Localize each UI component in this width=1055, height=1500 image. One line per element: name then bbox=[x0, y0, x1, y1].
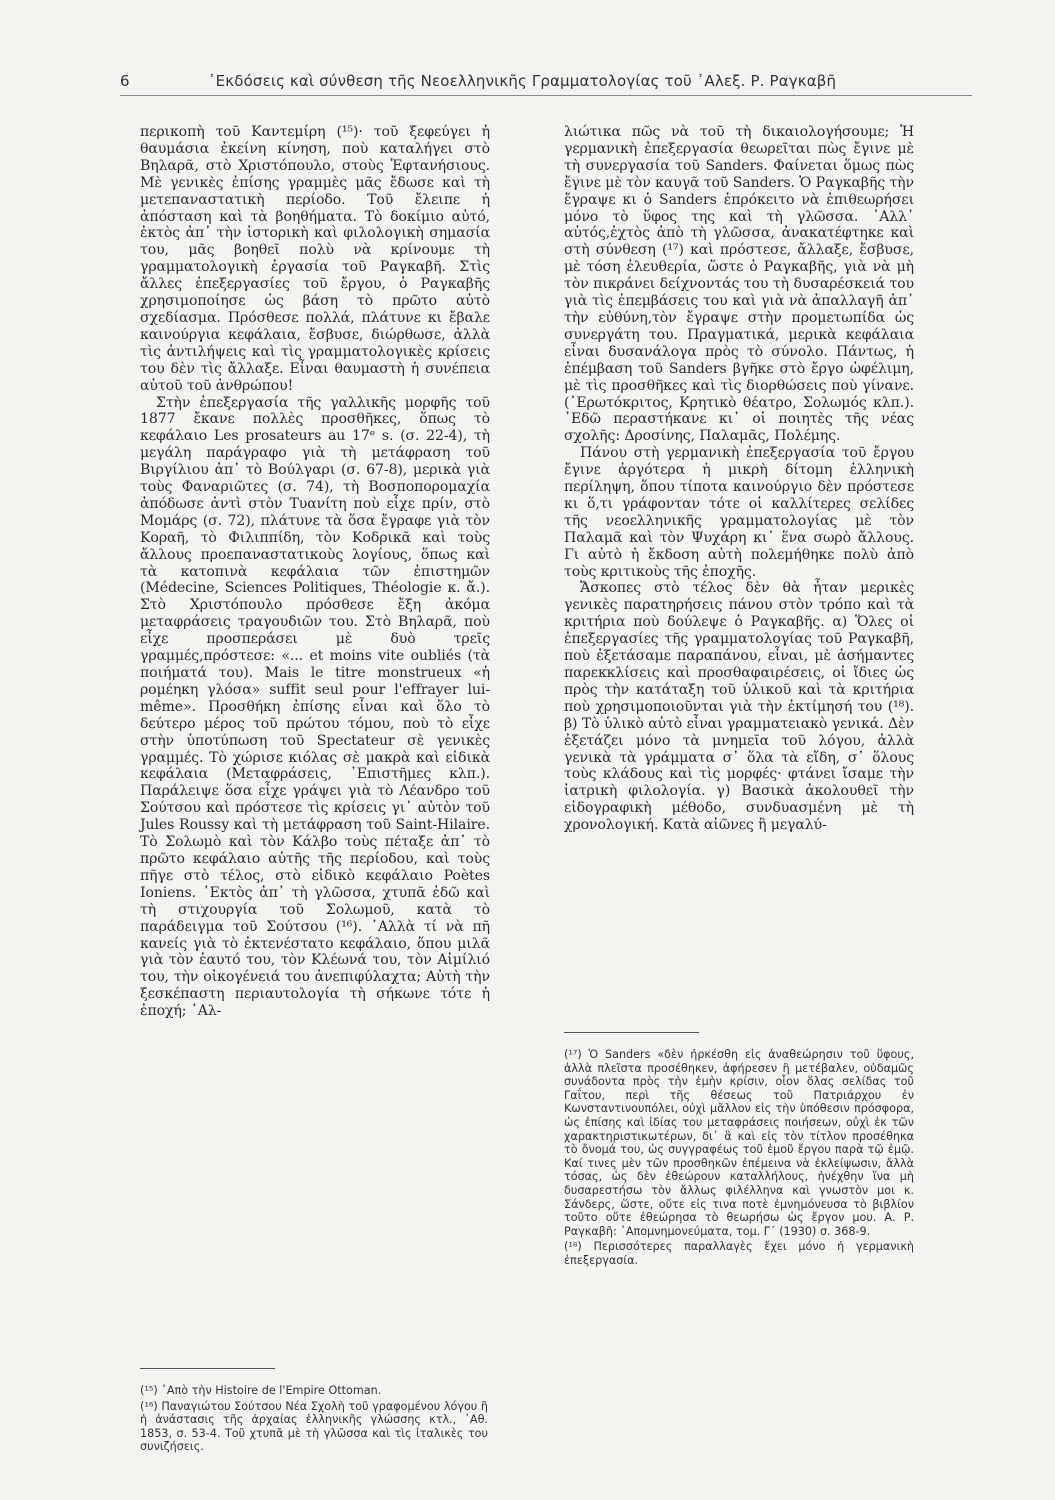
paragraph: Ἄσκοπες στὸ τέλος δὲν θὰ ἦταν μερικὲς γενικὲς παρατηρήσεις πάνου στὸν τρόπο καὶ τὰ κριτήρια ποὺ δούλεψε ὁ Ραγκαβῆς. α) Ὅλες οἱ ἐπεξεργασίες τῆς γραμματολογίας τοῦ Ραγκαβῆ, ποὺ ἐξετάσαμε παραπάνου, εἶναι, μὲ ἀσήμαντες παρεκκλίσεις καὶ προσθαφαιρέσεις, οἱ ἴδιες ὡς πρὸς τὴν κατάταξη τοῦ ὑλικοῦ καὶ τὰ κριτήρια ποὺ χρησιμοποιοῦνται γιὰ τὴν ἐκτίμησή του (¹⁸). β) Τὸ ὑλικὸ αὐτὸ εἶναι γραμματειακὸ γενικά. Δὲν ἐξετάζει μόνο τὰ μνημεῖα τοῦ λόγου, ἀλλὰ γενικὰ τὰ γράμματα σ᾿ ὅλα τὰ εἴδη, σ᾿ ὅλους τοὺς κλάδους καὶ τὶς μορφές· φτάνει ἴσαμε τὴν ἰατρικὴ φιλολογία. γ) Βασικὰ ἀκολουθεῖ τὴν εἰδογραφικὴ μέθοδο, συνδυασμένη μὲ τὴ χρονολογική. Κατὰ αἰῶνες ἢ μεγαλύ- bbox=[564, 580, 914, 834]
right-column bbox=[564, 124, 914, 834]
footnote-rule bbox=[564, 1032, 699, 1033]
paragraph: περικοπὴ τοῦ Καντεμίρη (¹⁵)· τοῦ ξεφεύγει ἡ θαυμάσια ἐκείνη κίνηση, ποὺ καταλήγει στὸ Βηλαρᾶ, στὸ Χριστόπουλο, στοὺς Ἑφτανήσιους. Μὲ γενικὲς ἐπίσης γραμμὲς μᾶς ἔδωσε καὶ τὴ μετεπαναστατικὴ περίοδο. Τοῦ ἔλειπε ἡ ἀπόσταση καὶ τὰ βοηθήματα. Τὸ δοκίμιο αὐτό, ἐκτὸς ἀπ᾿ τὴν ἱστορικὴ καὶ φιλολογικὴ σημασία του, μᾶς βοηθεῖ πολὺ νὰ κρίνουμε τὴ γραμματολογικὴ ἐργασία τοῦ Ραγκαβῆ. Στὶς ἄλλες ἐπεξεργασίες τοῦ ἔργου, ὁ Ραγκαβῆς χρησιμοποίησε ὡς βάση τὸ πρῶτο αὐτὸ σχεδίασμα. Πρόσθεσε πολλά, πλάτυνε κι ἔβαλε καινούργια κεφάλαια, ἔσβυσε, διώρθωσε, ἀλλὰ τὶς ἀντιλήψεις καὶ τὶς γραμματολογικὲς κρίσεις του δὲν τὶς ἄλλαξε. Εἶναι θαυμαστὴ ἡ συνέπεια αὐτοῦ τοῦ ἀνθρώπου! bbox=[140, 124, 490, 394]
footnote-16: (¹⁶) Παναγιώτου Σούτσου Νέα Σχολὴ τοῦ γραφομένου λόγου ἢ ἡ ἀνάστασις τῆς ἀρχαίας ἑλληνικῆς γλώσσης κτλ., ᾿Αθ. 1853, σ. 53-4. Τοῦ χτυπᾶ μὲ τὴ γλῶσσα καὶ τὶς ἰταλικὲς του συνιζήσεις. bbox=[140, 1399, 488, 1454]
footnote-15: (¹⁵) ᾿Απὸ τὴν Histoire de l'Empire Ottoman. bbox=[140, 1384, 382, 1397]
running-header bbox=[120, 72, 972, 94]
paragraph: Στὴν ἐπεξεργασία τῆς γαλλικῆς μορφῆς τοῦ 1877 ἔκανε πολλὲς προσθῆκες, ὅπως τὸ κεφάλαιο Les prosateurs au 17ᵉ s. (σ. 22-4), τὴ μεγάλη παράγραφο γιὰ τὴ μετάφραση τοῦ Βιργίλιου ἀπ᾿ τὸ Βούλγαρι (σ. 67-8), μερικὰ γιὰ τοὺς Φαναριῶτες (σ. 74), τὴ Βοσποπορομαχία ἀπόδωσε ἀντὶ στὸν Τυανίτη ποὺ εἶχε πρίν, στὸ Μομάρς (σ. 72), πλάτυνε τὰ ὅσα ἔγραφε γιὰ τὸν Κοραῆ, τὸ Φιλιππίδη, τὸν Κοδρικᾶ καὶ τοὺς ἄλλους προεπαναστατικοὺς λογίους, ὅπως καὶ τὰ κατοπινὰ κεφάλαια τῶν ἐπιστημῶν (Médecine, Sciences Politiques, Théologie κ. ἄ.). Στὸ Χριστόπουλο πρόσθεσε ἔξη ἀκόμα μεταφράσεις τραγουδιῶν του. Στὸ Βηλαρᾶ, ποὺ εἶχε προσπεράσει μὲ δυὸ τρεῖς γραμμές,πρόστεσε: «... et moins vite oubliés (τὰ ποιήματά του). Mais le titre monstrueux «ἡ ρομέηκη γλόσα» suffit seul pour l'effrayer lui-même». Προσθήκη ἐπίσης εἶναι καὶ ὅλο τὸ δεύτερο μέρος τοῦ πρώτου τόμου, ποὺ τὸ εἶχε στὴν ὑποτύπωση τοῦ Spectateur σὲ γενικὲς γραμμές. Τὸ χώρισε κιόλας σὲ μακρὰ καὶ εἰδικὰ κεφάλαια (Μεταφράσεις, ᾿Επιστῆμες κλπ.). Παράλειψε ὅσα εἶχε γράψει γιὰ τὸ Λέανδρο τοῦ Σούτσου καὶ πρόστεσε τὶς κρίσεις γι᾿ αὐτὸν τοῦ Jules Roussy καὶ τὴ μετάφραση τοῦ Saint-Hilaire. Τὸ Σολωμὸ καὶ τὸν Κάλβο τοὺς πέταξε ἀπ᾿ τὸ πρῶτο κεφάλαιο αὐτῆς τῆς περίοδου, καὶ τοὺς πῆγε στὸ τέλος, στὸ εἰδικὸ κεφάλαιο Poètes Ioniens. ᾿Εκτὸς ἀπ᾿ τὴ γλῶσσα, χτυπᾶ ἐδῶ καὶ τὴ στιχουργία τοῦ Σολωμοῦ, κατὰ τὸ παράδειγμα τοῦ Σούτσου (¹⁶). ᾿Αλλὰ τί νὰ πῆ κανείς γιὰ τὸ ἐκτενέστατο κεφάλαιο, ὅπου μιλᾶ γιὰ τὸν ἑαυτό του, τὸν Κλέωνά του, τὸν Αἰμίλιό του, τὴν οἰκογένειά του ἀνεπιφύλαχτα; Αὐτὴ τὴν ξεσκέπαστη περιαυτολογία τὴ σήκωνε τότε ἡ ἐποχή; ᾿Αλ- bbox=[140, 394, 490, 1020]
footnote-rule bbox=[140, 1368, 275, 1369]
header-rule bbox=[120, 95, 972, 96]
page-number: 6 bbox=[120, 72, 130, 90]
footnote-17: (¹⁷) Ὁ Sanders «δὲν ἠρκέσθη εἰς ἀναθεώρησιν τοῦ ὕφους, ἀλλὰ πλεῖστα προσέθηκεν, ἀφήρεσεν ἢ μετέβαλεν, οὐδαμῶς συνάδοντα πρὸς τὴν ἐμὴν κρίσιν, οἷον ὅλας σελίδας τοῦ Γαΐτου, περὶ τῆς θέσεως τοῦ Πατριάρχου ἐν Κωνσταντινουπόλει, οὐχὶ μᾶλλον εἰς τὴν ὑπόθεσιν πρόσφορα, ὡς ἐπίσης καὶ ἰδίας του μεταφράσεις ποιήσεων, οὐχὶ ἐκ τῶν χαρακτηριστικωτέρων, δι᾿ ἃ καὶ εἰς τὸν τίτλον προσέθηκα τὸ ὄνομά του, ὡς συγγραφέως τοῦ ἐμοῦ ἔργου παρὰ τῷ ἐμῷ. Καί τινες μὲν τῶν προσθηκῶν ἐπέμεινα νὰ ἐκλείψωσιν, ἄλλὰ τόσας, ὡς δὲν ἐθεώρουν καταλλήλους, ἠνέχθην ἵνα μὴ δυσαρεστήσω τὸν ἄλλως φιλέλληνα καὶ γνωστὸν μοι κ. Σάνδερς, ὥστε, οὔτε εἰς τινα ποτὲ ἐμνημόνευσα τὸ βιβλίον τοῦτο οὔτε ἐθεώρησα τὸ θεωρήσω ὡς ἔργον μου. Α. Ρ. Ραγκαβῆ: ᾿Απομνημονεύματα, τομ. Γ´ (1930) σ. 368-9. bbox=[564, 1048, 914, 1238]
footnotes-left bbox=[140, 1384, 488, 1454]
running-title: ᾿Εκδόσεις καὶ σύνθεση τῆς Νεοελληνικῆς Γραμματολογίας τοῦ ᾿Αλεξ. Ρ. Ραγκαβῆ bbox=[208, 72, 837, 90]
footnotes-right bbox=[564, 1048, 914, 1268]
paragraph: Πάνου στὴ γερμανικὴ ἐπεξεργασία τοῦ ἔργου ἔγινε ἀργότερα ἡ μικρὴ δίτομη ἑλληνικὴ περίληψη, ὅπου τίποτα καινούργιο δὲν πρόστεσε κι ὅ,τι γράφονταν τότε οἱ καλλίτερες σελίδες τῆς νεοελληνικῆς γραμματολογίας μὲ τὸν Παλαμᾶ καὶ τὸν Ψυχάρη κι᾿ ἕνα σωρὸ ἄλλους. Γι αὐτὸ ἡ ἔκδοση αὐτὴ πολεμήθηκε πολὺ ἀπὸ τοὺς κριτικοὺς τῆς ἐποχῆς. bbox=[564, 445, 914, 580]
footnote-18: (¹⁸) Περισσότερες παραλλαγὲς ἔχει μόνο ἡ γερμανικὴ ἐπεξεργασία. bbox=[564, 1240, 914, 1267]
paragraph: λιώτικα πῶς νὰ τοῦ τὴ δικαιολογήσουμε; Ἡ γερμανικὴ ἐπεξεργασία θεωρεῖται πὼς ἔγινε μὲ τὴ συνεργασία τοῦ Sanders. Φαίνεται ὅμως πὼς ἔγινε μὲ τὸν καυγᾶ τοῦ Sanders. Ὁ Ραγκαβῆς τὴν ἔγραψε κι ὁ Sanders ἐπρόκειτο νὰ ἐπιθεωρήσει μόνο τὸ ὕφος της καὶ τὴ γλῶσσα. ᾿Αλλ᾿ αὐτός,ἐχτὸς ἀπὸ τὴ γλῶσσα, ἀνακατέφτηκε καὶ στὴ σύνθεση (¹⁷) καὶ πρόστεσε, ἄλλαξε, ἔσβυσε, μὲ τόση ἐλευθερία, ὥστε ὁ Ραγκαβῆς, γιὰ νὰ μὴ τὸν πικράνει δείχνοντάς του τὴ δυσαρέσκειά του γιὰ τὶς ἐπεμβάσεις του καὶ γιὰ νὰ ἀπαλλαγῆ ἀπ᾿ τὴν εὐθύνη,τὸν ἔγραψε στὴν προμετωπίδα ὡς συνεργάτη του. Πραγματικά, μερικὰ κεφάλαια εἶναι δυσανάλογα πρὸς τὸ σύνολο. Πάντως, ἡ ἐπέμβαση τοῦ Sanders βγῆκε στὸ ἔργο ὠφέλιμη, μὲ τὶς προσθῆκες καὶ τὶς διορθώσεις ποὺ γίνανε. (᾿Ερωτόκριτος, Κρητικὸ θέατρο, Σολωμός κλπ.). ᾿Εδῶ περαστήκανε κι᾿ οἱ ποιητὲς τῆς νέας σχολῆς: Δροσίνης, Παλαμᾶς, Πολέμης. bbox=[564, 124, 914, 445]
left-column bbox=[140, 124, 490, 1020]
